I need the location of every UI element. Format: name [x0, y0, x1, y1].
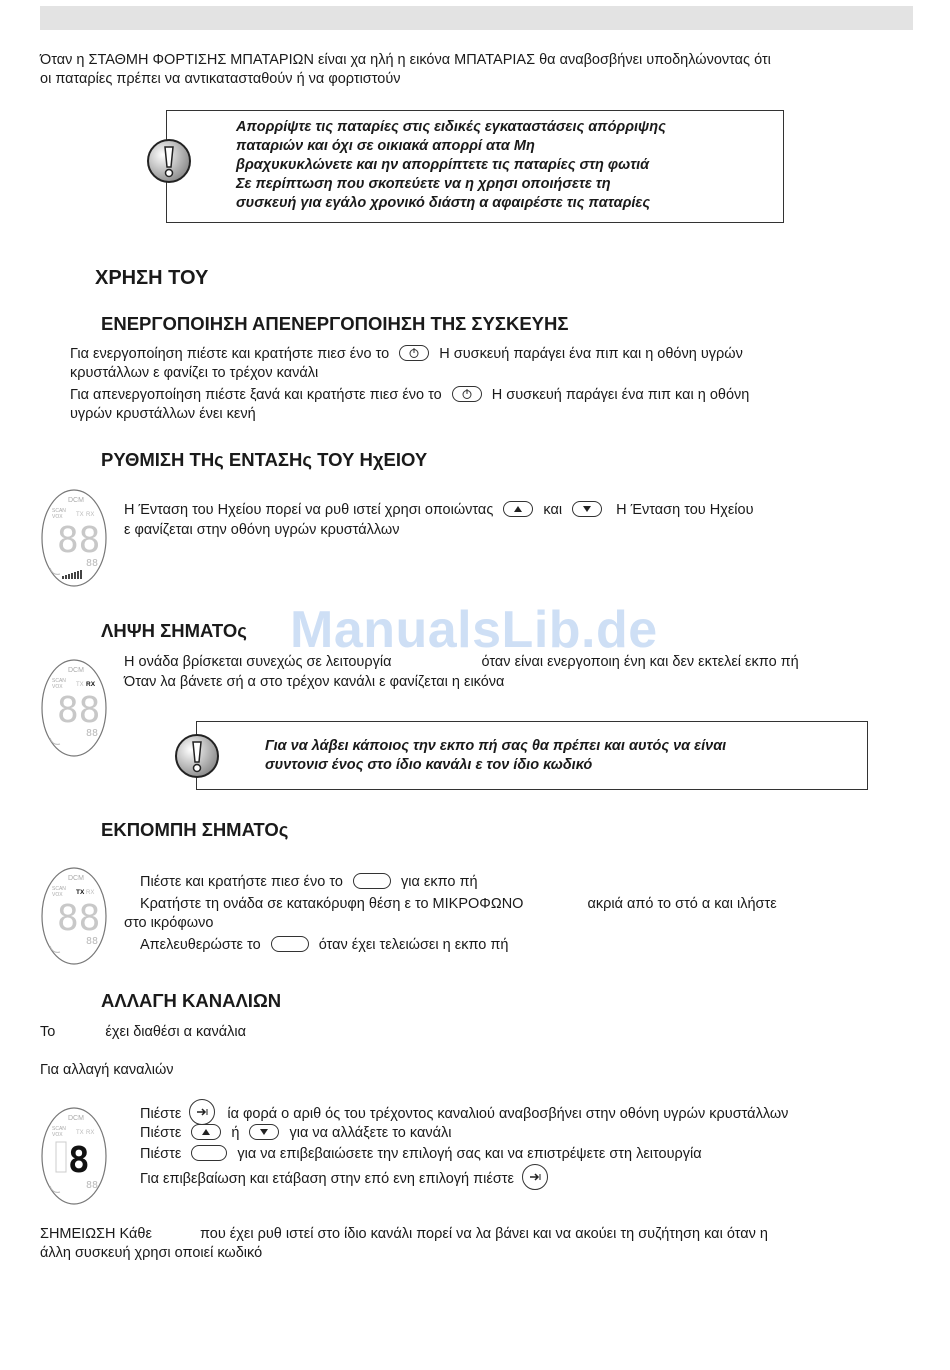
- lcd-receive-icon: [40, 658, 108, 758]
- ptt-button-ref: [353, 873, 391, 889]
- heading-volume: ΡΥΘΜΙΣΗ ΤΗς ΕΝΤΑΣΗς ΤΟΥ ΗχΕΙΟΥ: [101, 449, 428, 470]
- battery-warning-line2: παταριών και όχι σε οικιακά απορρί ατα Μη: [236, 138, 535, 154]
- lcd-small-digits: 88: [86, 728, 99, 739]
- power-button-ref: [399, 345, 429, 361]
- channels-avail-b: έχει διαθέσι α κανάλια: [105, 1024, 246, 1040]
- receive-line2: Όταν λα βάνετε σή α στο τρέχον κανάλι ε φανίζεται η εικόνα: [124, 674, 505, 690]
- heading-receive: ΛΗΨΗ ΣΗΜΑΤΟς: [101, 620, 247, 641]
- lcd-transmit-icon: [40, 866, 108, 966]
- menu-button-ref-2: [522, 1164, 548, 1190]
- receive-warning-line2: συντονισ ένος στο ίδιο κανάλι ε τον ίδιο κωδικό: [265, 757, 593, 773]
- transmit-text-4b: όταν έχει τελειώσει η εκπο πή: [318, 937, 509, 953]
- step2-a: Πιέστε: [140, 1125, 182, 1141]
- power-off-line2: υγρών κρυστάλλων ένει κενή: [70, 406, 256, 422]
- power-button-ref-2: [452, 386, 482, 402]
- lcd-rx-label: RX: [86, 890, 95, 896]
- lcd-rx-label-active: RX: [86, 681, 96, 688]
- volume-line1: [124, 500, 754, 520]
- power-off-text-b: Η συσκευή παράγει ένα πιπ και η οθόνη: [491, 387, 750, 403]
- lcd-vox-label: VOX: [52, 892, 63, 898]
- power-on-text-b: Η συσκευή παράγει ένα πιπ και η οθόνη υγρών: [439, 346, 743, 362]
- lcd-tx-label: TX: [76, 1130, 84, 1136]
- transmit-text-2a: Κρατήστε τη ονάδα σε κατακόρυφη θέση ε το ΜΙΚΡΟΦΩΝΟ: [140, 896, 524, 912]
- exclamation-icon: [174, 733, 220, 779]
- lcd-scan-label: SCAN: [52, 678, 66, 684]
- step1-a: Πιέστε: [140, 1105, 182, 1122]
- down-button-ref-2: [249, 1124, 279, 1140]
- heading-channels: ΑΛΛΑΓΗ ΚΑΝΑΛΙΩΝ: [101, 990, 282, 1011]
- battery-warning-line1: Απορρίψτε τις παταρίες στις ειδικές εγκαταστάσεις απόρριψης: [236, 119, 666, 135]
- transmit-line2: [140, 894, 777, 914]
- power-on-line2: κρυστάλλων ε φανίζει το τρέχον κανάλι: [70, 365, 319, 381]
- channels-step4: [140, 1166, 552, 1192]
- up-arrow-icon: [192, 1125, 220, 1139]
- power-off-text-a: Για απενεργοποίηση πιέστε ξανά και κρατήστε πιεσ ένο το: [70, 387, 442, 403]
- battery-intro-line2: οι παταρίες πρέπει να αντικατασταθούν ή να φορτιστούν: [40, 71, 401, 87]
- channels-available: [40, 1022, 246, 1042]
- menu-button-ref: [189, 1099, 215, 1125]
- down-button-ref: [572, 501, 602, 517]
- transmit-line4: [140, 935, 508, 955]
- lcd-digits: 88: [57, 690, 101, 731]
- lcd-tx-label: TX: [76, 512, 84, 518]
- channels-avail-a: Το: [40, 1024, 56, 1040]
- power-icon: [453, 387, 481, 401]
- battery-intro-line1: Όταν η ΣΤΑΘΜΗ ΦΟΡΤΙΣΗΣ ΜΠΑΤΑΡΙΩΝ είναι χα ηλή η εικόνα ΜΠΑΤΑΡΙΑΣ θα αναβοσβήνει υποδηλώνοντας ότι: [40, 52, 771, 68]
- ptt-button-ref-3: [191, 1145, 227, 1161]
- lcd-scan-label: SCAN: [52, 886, 66, 892]
- battery-warning-line4: Σε περίπτωση που σκοπεύετε να η χρησι οποιήσετε τη: [236, 176, 611, 192]
- power-off-line1: [70, 385, 749, 405]
- power-on-text-a: Για ενεργοποίηση πιέστε και κρατήστε πιεσ ένο το: [70, 346, 390, 362]
- volume-line2: ε φανίζεται στην οθόνη υγρών κρυστάλλων: [124, 522, 400, 538]
- up-arrow-icon: [504, 502, 532, 516]
- volume-text-b: Η Ένταση του Ηχείου: [616, 502, 754, 518]
- lcd-single-digit: 8: [68, 1140, 90, 1181]
- lcd-tx-label: TX: [76, 682, 84, 688]
- lcd-tx-label-active: TX: [76, 889, 85, 896]
- note-line2: άλλη συσκευή χρησι οποιεί κωδικό: [40, 1245, 263, 1261]
- ptt-button-ref-2: [271, 936, 309, 952]
- menu-icon: [190, 1100, 214, 1124]
- volume-and: και: [543, 502, 563, 518]
- lcd-vox-label: VOX: [52, 1132, 63, 1138]
- section-title-use: ΧΡΗΣΗ ΤΟΥ: [95, 267, 209, 289]
- step3-b: για να επιβεβαιώσετε την επιλογή σας και να επιστρέψετε στη λειτουργία: [237, 1146, 702, 1162]
- lcd-vox-label: VOX: [52, 514, 63, 520]
- note-line1: [40, 1224, 768, 1244]
- transmit-text-4a: Απελευθερώστε το: [140, 937, 261, 953]
- receive-text-a: Η ονάδα βρίσκεται συνεχώς σε λειτουργία: [124, 654, 392, 670]
- lcd-dcm-label: DCM: [68, 667, 84, 674]
- lcd-volume-icon: [40, 488, 108, 588]
- lcd-scan-label: SCAN: [52, 1126, 66, 1132]
- power-icon: [400, 346, 428, 360]
- receive-warning-line1: Για να λάβει κάποιος την εκπο πή σας θα πρέπει και αυτός να είναι: [265, 738, 727, 754]
- step4-a: Για επιβεβαίωση και ετάβαση στην επό ενη επιλογή πιέστε: [140, 1170, 514, 1187]
- note-text-b: που έχει ρυθ ιστεί στο ίδιο κανάλι πορεί να λα βάνει και να ακούει τη συζήτηση και όταν η: [199, 1226, 768, 1242]
- lcd-rx-label: RX: [86, 512, 95, 518]
- transmit-line3: στο ικρόφωνο: [124, 915, 214, 931]
- channels-howto: Για αλλαγή καναλιών: [40, 1062, 174, 1078]
- lcd-digits: 88: [57, 520, 101, 561]
- battery-warning-line3: βραχυκυκλώνετε και ην απορρίπτετε τις παταρίες στη φωτιά: [236, 157, 650, 173]
- note-text-a: ΣΗΜΕΙΩΣΗ Κάθε: [40, 1226, 152, 1242]
- receive-line1: [124, 652, 799, 672]
- transmit-line1: [140, 872, 478, 892]
- lcd-rx-label: RX: [86, 1130, 95, 1136]
- receive-text-b: όταν είναι ενεργοποιη ένη και δεν εκτελεί εκπο πή: [481, 654, 799, 670]
- down-arrow-icon: [250, 1125, 278, 1139]
- step2-b: για να αλλάξετε το κανάλι: [289, 1125, 452, 1141]
- watermark: ManualsLib.de: [290, 601, 658, 659]
- transmit-text-2b: ακριά από το στό α και ιλήστε: [587, 896, 777, 912]
- lcd-vox-label: VOX: [52, 684, 63, 690]
- lcd-small-digits: 88: [86, 1180, 99, 1191]
- power-on-line1: [70, 344, 743, 364]
- menu-icon: [523, 1165, 547, 1189]
- channels-step3: [140, 1144, 702, 1164]
- step1-b: ία φορά ο αριθ ός του τρέχοντος καναλιού αναβοσβήνει στην οθόνη υγρών κρυστάλλων: [227, 1105, 789, 1122]
- exclamation-icon: [146, 138, 192, 184]
- transmit-text-b: για εκπο πή: [401, 874, 478, 890]
- step3-a: Πιέστε: [140, 1146, 182, 1162]
- up-button-ref-2: [191, 1124, 221, 1140]
- step2-or: ή: [231, 1125, 240, 1141]
- header-bar: [40, 6, 913, 30]
- lcd-small-digits: 88: [86, 558, 99, 569]
- lcd-dcm-label: DCM: [68, 1115, 84, 1122]
- lcd-channel-icon: [40, 1106, 108, 1206]
- lcd-scan-label: SCAN: [52, 508, 66, 514]
- lcd-dcm-label: DCM: [68, 497, 84, 504]
- volume-text-a: Η Ένταση του Ηχείου πορεί να ρυθ ιστεί χρησι οποιώντας: [124, 502, 494, 518]
- lcd-small-digits: 88: [86, 936, 99, 947]
- lcd-digits: 88: [57, 898, 101, 939]
- channels-step2: [140, 1123, 451, 1143]
- heading-transmit: ΕΚΠΟΜΠΗ ΣΗΜΑΤΟς: [101, 819, 289, 840]
- battery-warning-line5: συσκευή για εγάλο χρονικό διάστη α αφαιρέστε τις παταρίες: [236, 195, 651, 211]
- transmit-text-a: Πιέστε και κρατήστε πιεσ ένο το: [140, 874, 343, 890]
- up-button-ref: [503, 501, 533, 517]
- lcd-dcm-label: DCM: [68, 875, 84, 882]
- down-arrow-icon: [573, 502, 601, 516]
- heading-power: ΕΝΕΡΓΟΠΟΙΗΣΗ ΑΠΕΝΕΡΓΟΠΟΙΗΣΗ ΤΗΣ ΣΥΣΚΕΥΗΣ: [101, 313, 569, 334]
